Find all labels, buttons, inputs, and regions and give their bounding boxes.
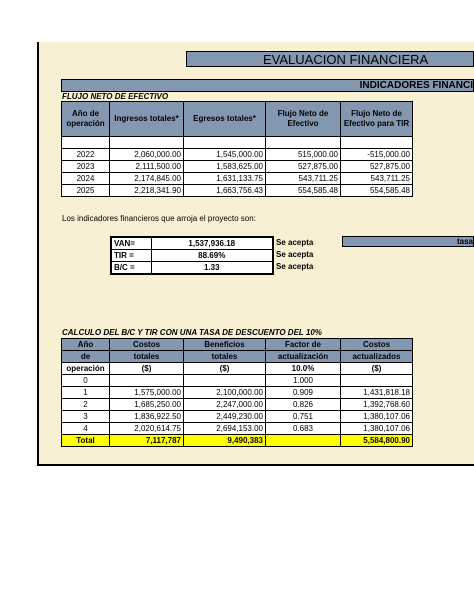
header-cell: Año de operación bbox=[62, 102, 110, 137]
indicators-intro: Los indicadores financieros que arroja el proyecto son: bbox=[62, 214, 256, 223]
table-cell: 2,247,000.00 bbox=[184, 399, 266, 411]
header-cell: totales bbox=[110, 351, 184, 363]
verdict-tir: Se acepta bbox=[276, 250, 314, 259]
table-cell: 2,020,614.75 bbox=[110, 423, 184, 435]
table-cell: 554,585.48 bbox=[341, 185, 413, 197]
table-cell: 0.751 bbox=[266, 411, 341, 423]
indicator-row bbox=[111, 237, 273, 250]
table-cell: 2024 bbox=[62, 173, 110, 185]
table-cell: 527,875.00 bbox=[266, 161, 341, 173]
header-cell: actualizados bbox=[341, 351, 413, 363]
table-cell: 2023 bbox=[62, 161, 110, 173]
header-cell: operación bbox=[62, 363, 110, 375]
rate-label: tasa bbox=[342, 236, 474, 247]
bc-header-row bbox=[62, 363, 413, 375]
header-cell: ($) bbox=[341, 363, 413, 375]
table-cell: 2,218,341.90 bbox=[110, 185, 184, 197]
verdict-van: Se acepta bbox=[276, 238, 314, 247]
table-row bbox=[62, 137, 413, 149]
table-row bbox=[62, 149, 413, 161]
table-cell: 4 bbox=[62, 423, 110, 435]
table-cell: 3 bbox=[62, 411, 110, 423]
table-cell: 1.000 bbox=[266, 375, 341, 387]
table-row bbox=[62, 387, 413, 399]
table-cell: 1,663,756.43 bbox=[184, 185, 266, 197]
header-cell: Flujo Neto de Efectivo bbox=[266, 102, 341, 137]
table-cell: 0.826 bbox=[266, 399, 341, 411]
table-cell: 543,711.25 bbox=[341, 173, 413, 185]
table-cell: 1,631,133.75 bbox=[184, 173, 266, 185]
table-cell: 1,431,818.18 bbox=[341, 387, 413, 399]
indicator-label: TIR = bbox=[111, 250, 151, 262]
table-cell: 554,585.48 bbox=[266, 185, 341, 197]
cash-flow-header-row bbox=[62, 102, 413, 137]
indicator-value: 1.33 bbox=[151, 262, 273, 275]
section-subtitle: INDICADORES FINANCI bbox=[61, 79, 474, 92]
table-cell bbox=[184, 375, 266, 387]
table-cell: 515,000.00 bbox=[266, 149, 341, 161]
table-cell: 1,380,107.06 bbox=[341, 423, 413, 435]
cash-flow-label: FLUJO NETO DE EFECTIVO bbox=[62, 92, 169, 101]
table-cell: 2,111,500.00 bbox=[110, 161, 184, 173]
table-cell: 1,685,250.00 bbox=[110, 399, 184, 411]
table-cell: 527,875.00 bbox=[341, 161, 413, 173]
verdict-bc: Se acepta bbox=[276, 262, 314, 271]
table-cell: 0 bbox=[62, 375, 110, 387]
header-cell: Flujo Neto de Efectivo para TIR bbox=[341, 102, 413, 137]
table-cell: 0.683 bbox=[266, 423, 341, 435]
table-row bbox=[62, 185, 413, 197]
table-cell: 2,100,000.00 bbox=[184, 387, 266, 399]
header-cell: 10.0% bbox=[266, 363, 341, 375]
table-cell: 543,711.25 bbox=[266, 173, 341, 185]
header-cell: Factor de bbox=[266, 339, 341, 351]
cash-flow-table bbox=[61, 101, 413, 197]
header-cell: Año bbox=[62, 339, 110, 351]
total-costs: 7,117,787 bbox=[110, 435, 184, 447]
header-cell: de bbox=[62, 351, 110, 363]
table-cell: 2025 bbox=[62, 185, 110, 197]
table-cell: 1,380,107.06 bbox=[341, 411, 413, 423]
indicator-value: 1,537,936.18 bbox=[151, 237, 273, 250]
table-cell: -515,000.00 bbox=[341, 149, 413, 161]
bc-header-row bbox=[62, 351, 413, 363]
table-row bbox=[62, 173, 413, 185]
bc-header-row bbox=[62, 339, 413, 351]
header-cell: totales bbox=[184, 351, 266, 363]
table-row bbox=[62, 375, 413, 387]
table-cell: 1,392,768.60 bbox=[341, 399, 413, 411]
table-cell: 2,174,845.00 bbox=[110, 173, 184, 185]
table-cell: 1,575,000.00 bbox=[110, 387, 184, 399]
header-cell: Costos bbox=[341, 339, 413, 351]
table-cell: 0.909 bbox=[266, 387, 341, 399]
table-row bbox=[62, 161, 413, 173]
table-cell: 2,449,230.00 bbox=[184, 411, 266, 423]
table-row bbox=[62, 423, 413, 435]
table-row bbox=[62, 411, 413, 423]
bc-section-label: CALCULO DEL B/C Y TIR CON UNA TASA DE DESCUENTO DEL 10% bbox=[62, 328, 322, 337]
total-updated-costs: 5,584,800.90 bbox=[341, 435, 413, 447]
header-cell: Costos bbox=[110, 339, 184, 351]
table-cell: 1,545,000.00 bbox=[184, 149, 266, 161]
indicator-row bbox=[111, 262, 273, 275]
header-cell: ($) bbox=[110, 363, 184, 375]
verdict-column bbox=[276, 237, 313, 273]
table-cell: 2 bbox=[62, 399, 110, 411]
header-cell: Egresos totales* bbox=[184, 102, 266, 137]
indicator-value: 88.69% bbox=[151, 250, 273, 262]
header-cell: ($) bbox=[184, 363, 266, 375]
header-cell: actualización bbox=[266, 351, 341, 363]
header-cell: Beneficios bbox=[184, 339, 266, 351]
indicator-label: VAN= bbox=[111, 237, 151, 250]
indicator-label: B/C = bbox=[111, 262, 151, 275]
total-row bbox=[62, 435, 413, 447]
total-factor bbox=[266, 435, 341, 447]
table-cell: 2022 bbox=[62, 149, 110, 161]
table-row bbox=[62, 399, 413, 411]
page-title: EVALUACION FINANCIERA bbox=[186, 51, 474, 67]
table-cell bbox=[110, 375, 184, 387]
header-cell: Ingresos totales* bbox=[110, 102, 184, 137]
total-label: Total bbox=[62, 435, 110, 447]
bc-table bbox=[61, 338, 413, 447]
table-cell: 2,060,000.00 bbox=[110, 149, 184, 161]
table-cell bbox=[341, 375, 413, 387]
indicators-table bbox=[110, 236, 274, 275]
indicator-row bbox=[111, 250, 273, 262]
total-benefits: 9,490,383 bbox=[184, 435, 266, 447]
table-cell: 1 bbox=[62, 387, 110, 399]
table-cell: 1,836,922.50 bbox=[110, 411, 184, 423]
table-cell: 2,694,153.00 bbox=[184, 423, 266, 435]
table-cell: 1,583,625.00 bbox=[184, 161, 266, 173]
